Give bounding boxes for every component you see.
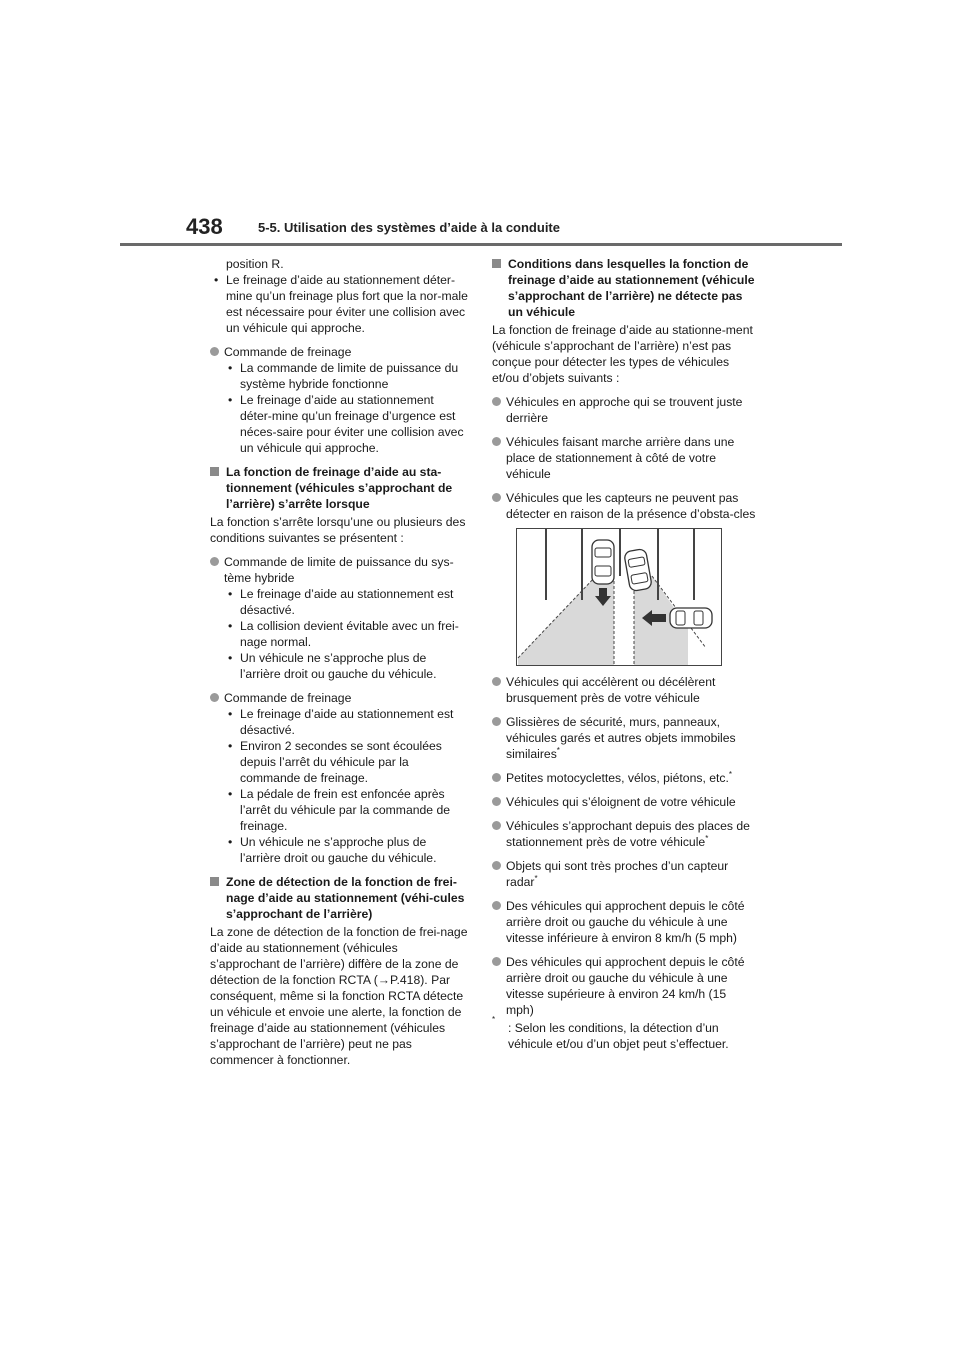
left-column: [210, 256, 468, 1068]
heading-zone: Zone de détection de la fonction de frei-nage d’aide au stationnement (véhi-cules s’approchant de l’arrière): [210, 874, 468, 922]
round-bullet-icon: [210, 693, 219, 702]
list-item: Commande de freinage • La commande de limite de puissance du système hybride fonctionne • Le freinage d’aide au stationnement déter-mine qu’un freinage d’urgence est néces-saire pour éviter une collision avec un véhicule qui approche.: [210, 344, 468, 456]
conditions-intro: La fonction de freinage d’aide au stationne-ment (véhicule s’approchant de l’arrière) n’est pas conçue pour détecter les types de véhicules et/ou d’objets suivants :: [492, 323, 753, 385]
section-title: 5-5. Utilisation des systèmes d’aide à la conduite: [258, 220, 560, 235]
round-bullet-icon: [210, 557, 219, 566]
list-item: Véhicules en approche qui se trouvent juste derrière: [492, 394, 756, 426]
list-item: Des véhicules qui approchent depuis le côté arrière droit ou gauche du véhicule à une vitesse inférieure à environ 8 km/h (5 mph): [492, 898, 756, 946]
list-item: Commande de freinage • Le freinage d’aide au stationnement est désactivé. • Environ 2 secondes se sont écoulées depuis l’arrêt du véhicule par la commande de freinage. • La pédale de frein est enfoncée après l’arrêt du véhicule par la commande de freinage. • Un véhicule ne s’approche plus de l’arrière droit ou gauche du véhicule.: [210, 690, 468, 866]
list-item: Véhicules s’approchant depuis des places de stationnement près de votre véhicule*: [492, 818, 756, 850]
round-bullet-icon: [492, 861, 501, 870]
intro-continued: position R.: [226, 257, 284, 271]
round-bullet-icon: [492, 821, 501, 830]
list-item: Véhicules que les capteurs ne peuvent pas détecter en raison de la présence d’obsta-cles: [492, 490, 756, 522]
parking-diagram: [516, 528, 722, 666]
stop-intro: La fonction s’arrête lorsqu’une ou plusieurs des conditions suivantes se présentent :: [210, 515, 466, 545]
list-item: Véhicules qui accélèrent ou décélèrent brusquement près de votre véhicule: [492, 674, 756, 706]
footnote: * : Selon les conditions, la détection d’un véhicule et/ou d’un objet peut s’effectuer.: [492, 1015, 729, 1051]
square-bullet-icon: [210, 467, 219, 476]
square-bullet-icon: [492, 259, 501, 268]
page-header: [0, 0, 960, 250]
heading-stop: La fonction de freinage d’aide au sta-tionnement (véhicules s’approchant de l’arrière) s’arrête lorsque: [210, 464, 468, 512]
list-item: Des véhicules qui approchent depuis le côté arrière droit ou gauche du véhicule à une vitesse supérieure à environ 24 km/h (15 mph): [492, 954, 756, 1018]
round-bullet-icon: [492, 773, 501, 782]
round-bullet-icon: [492, 957, 501, 966]
round-bullet-icon: [492, 797, 501, 806]
header-rule: [120, 243, 842, 246]
list-item: Véhicules qui s’éloignent de votre véhicule: [492, 794, 756, 810]
zone-text: La zone de détection de la fonction de frei-nage d’aide au stationnement (véhicules s’approchant de l’arrière) diffère de la zone de détection de la fonction RCTA (→P.418). Par conséquent, même si la fonction RCTA détecte un véhicule et envoie une alerte, la fonction de freinage d’aide au stationnement (véhicules s’approchant de l’arrière) peut ne pas commencer à fonctionner.: [210, 925, 468, 1067]
list-item: Commande de limite de puissance du sys-tème hybride • Le freinage d’aide au stationnement est désactivé. • La collision devient évitable avec un frei-nage normal. • Un véhicule ne s’approche plus de l’arrière droit ou gauche du véhicule.: [210, 554, 468, 682]
round-bullet-icon: [492, 717, 501, 726]
list-item: Véhicules faisant marche arrière dans une place de stationnement à côté de votre véhicule: [492, 434, 756, 482]
round-bullet-icon: [492, 397, 501, 406]
round-bullet-icon: [492, 437, 501, 446]
round-bullet-icon: [492, 677, 501, 686]
list-item: Glissières de sécurité, murs, panneaux, véhicules garés et autres objets immobiles similaires*: [492, 714, 756, 762]
square-bullet-icon: [210, 877, 219, 886]
round-bullet-icon: [492, 493, 501, 502]
list-item: Petites motocyclettes, vélos, piétons, etc.*: [492, 770, 756, 786]
right-column: [492, 256, 756, 1052]
intro-sub-item: • Le freinage d’aide au stationnement déter-mine qu’un freinage plus fort que la nor-male est nécessaire pour éviter une collision avec un véhicule qui approche.: [214, 273, 468, 335]
heading-conditions: Conditions dans lesquelles la fonction de freinage d’aide au stationnement (véhicule s’approchant de l’arrière) ne détecte pas un véhicule: [492, 256, 756, 320]
list-item: Objets qui sont très proches d’un capteur radar*: [492, 858, 756, 890]
round-bullet-icon: [492, 901, 501, 910]
page-number: 438: [186, 214, 223, 239]
round-bullet-icon: [210, 347, 219, 356]
